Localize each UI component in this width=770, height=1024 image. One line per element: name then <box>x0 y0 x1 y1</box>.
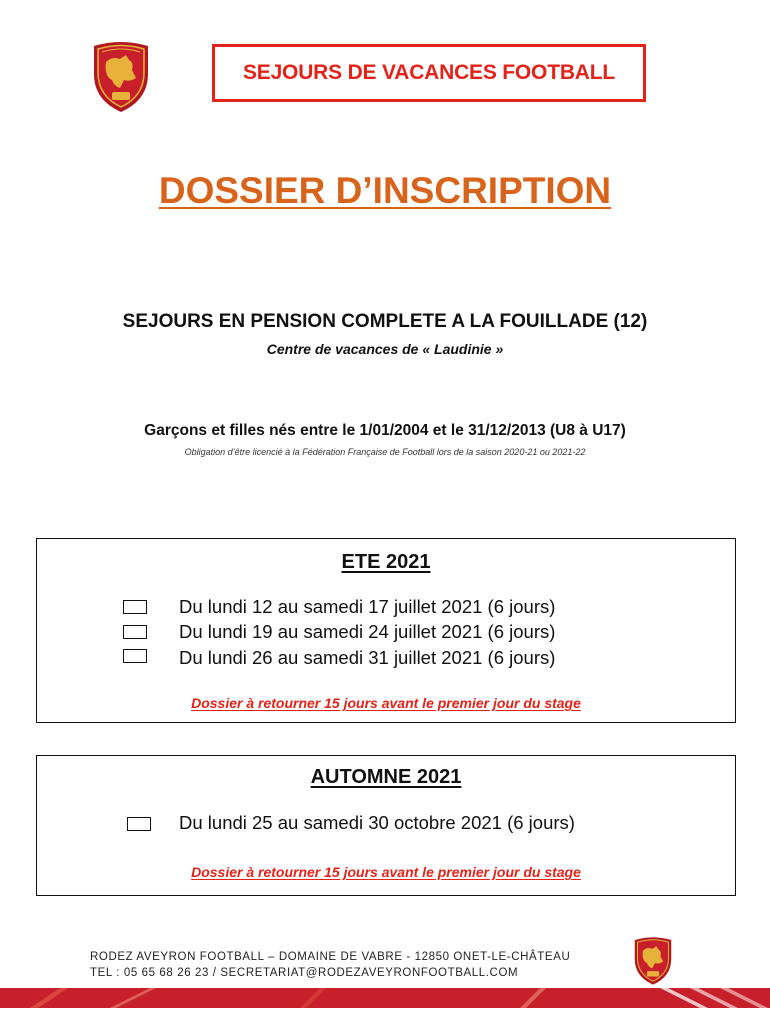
stay-subtitle: Centre de vacances de « Laudinie » <box>266 341 504 357</box>
banner-text: SEJOURS DE VACANCES FOOTBALL <box>242 61 616 84</box>
stay-title: SEJOURS EN PENSION COMPLETE A LA FOUILLADE (12) <box>122 311 648 332</box>
license-obligation: Obligation d’être licencié à la Fédération Française de Football lors de la saison 2020-21 ou 2021-22 <box>184 447 586 457</box>
banner <box>212 44 646 102</box>
footer-contact: TEL : 05 65 68 26 23 / SECRETARIAT@RODEZAVEYRONFOOTBALL.COM <box>90 967 519 979</box>
summer-option-checkbox[interactable] <box>123 625 147 639</box>
age-eligibility: Garçons et filles nés entre le 1/01/2004 et le 31/12/2013 (U8 à U17) <box>144 422 626 439</box>
summer-option-checkbox[interactable] <box>123 649 147 663</box>
summer-option <box>37 647 735 673</box>
autumn-option <box>37 812 735 838</box>
summer-session-box <box>36 538 736 723</box>
summer-option-label: Du lundi 19 au samedi 24 juillet 2021 (6 jours) <box>179 621 556 642</box>
autumn-deadline-note: Dossier à retourner 15 jours avant le premier jour du stage <box>191 864 581 880</box>
autumn-session-box <box>36 755 736 896</box>
autumn-option-label: Du lundi 25 au samedi 30 octobre 2021 (6 jours) <box>179 812 575 833</box>
summer-deadline-note: Dossier à retourner 15 jours avant le premier jour du stage <box>191 695 581 711</box>
summer-option-label: Du lundi 12 au samedi 17 juillet 2021 (6 jours) <box>179 596 556 617</box>
club-crest-icon <box>632 936 674 986</box>
summer-option <box>37 621 735 647</box>
club-crest-icon <box>90 40 152 114</box>
footer-address: RODEZ AVEYRON FOOTBALL – DOMAINE DE VABRE - 12850 ONET-LE-CHÂTEAU <box>90 951 571 963</box>
summer-option-checkbox[interactable] <box>123 600 147 614</box>
summer-option <box>37 596 735 622</box>
autumn-option-checkbox[interactable] <box>127 817 151 831</box>
summer-option-label: Du lundi 26 au samedi 31 juillet 2021 (6 jours) <box>179 647 556 668</box>
autumn-title: AUTOMNE 2021 <box>310 766 462 788</box>
footer-decorative-band <box>0 988 770 1008</box>
summer-title: ETE 2021 <box>341 551 431 573</box>
page-title: DOSSIER D’INSCRIPTION <box>158 170 612 211</box>
